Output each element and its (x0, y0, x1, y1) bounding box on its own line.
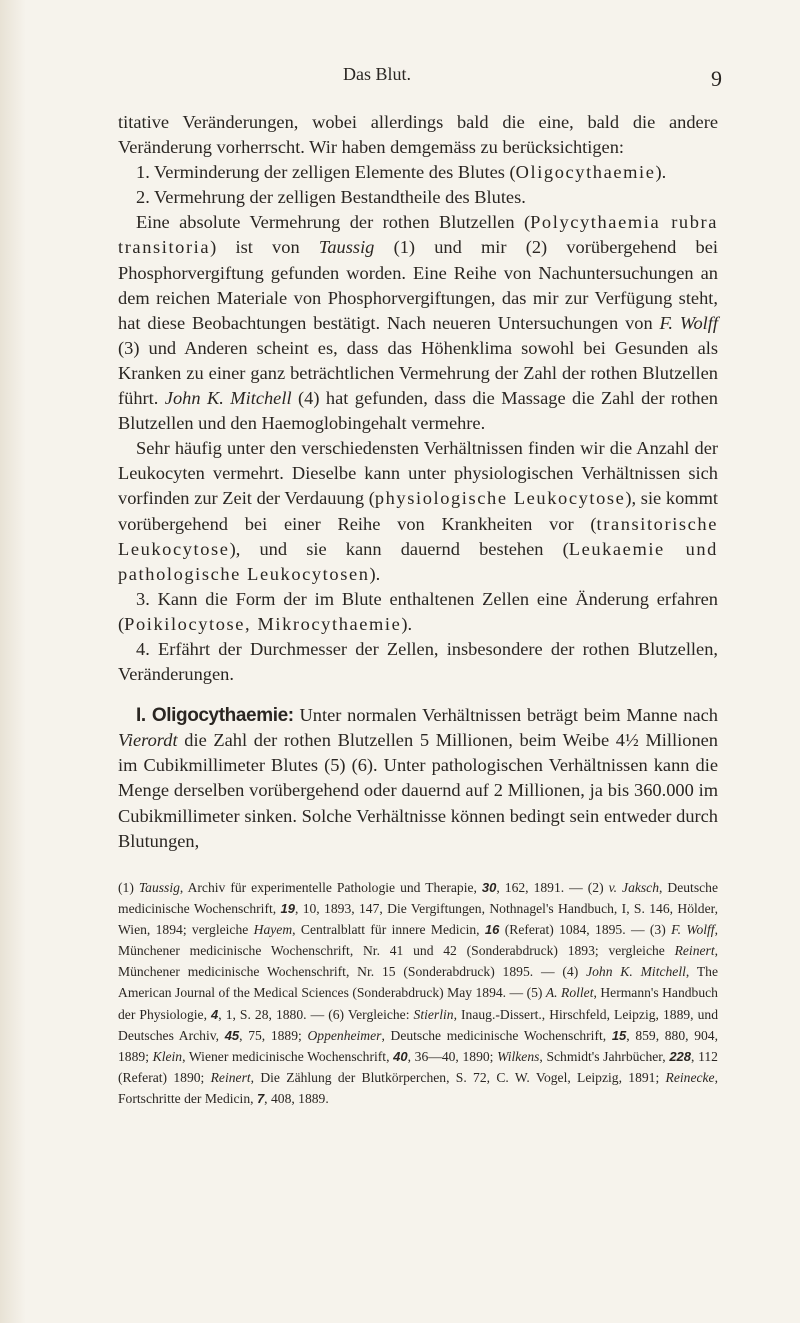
body-text (118, 110, 718, 854)
paragraph: titative Veränderungen, wobei allerdings bald die eine, bald die andere Veränderung vorherrscht. Wir haben demgemäss zu berücksichtigen: (118, 112, 718, 158)
volume-number: 7 (256, 1090, 265, 1106)
page-number: 9 (711, 66, 722, 91)
section-heading: I. Oligocythaemie: (136, 705, 294, 727)
author-name: Reinert (674, 943, 715, 959)
term: Oligocythaemie (515, 162, 656, 183)
page-gutter-shadow (0, 0, 26, 1323)
list-item: 2. Vermehrung der zelligen Bestandtheile des Blutes. (136, 187, 526, 208)
author-name: Oppenheimer (307, 1027, 382, 1043)
footnotes (118, 877, 718, 1109)
term: Leukaemie und pathologische Leukocytosen (118, 538, 718, 584)
author-name: A. Rollet (545, 985, 594, 1001)
author-name: Taussig (318, 237, 375, 258)
list-item: 1. Verminderung der zelligen Elemente des Blutes (Oligocythaemie). (136, 162, 667, 183)
author-name: v. Jaksch (608, 880, 660, 895)
term: Polycythaemia rubra transitoria (118, 212, 718, 258)
paragraph: Sehr häufig unter den verschiedensten Verhältnissen finden wir die Anzahl der Leukocyten vermehrt. Dieselbe kann unter physiologischen Verhältnissen sich vorfinden zur Zeit der Verdauung (physiologische Leukocytose), sie kommt vorübergehend bei einer Reihe von Krankheiten vor (transitorische Leukocytose), und sie kann dauernd bestehen (Leukaemie und pathologische Leukocytosen). (118, 438, 718, 584)
page-header (0, 64, 800, 92)
author-name: Hayem (253, 922, 293, 938)
author-name: John K. Mitchell (164, 388, 292, 409)
author-name: F. Wolff (659, 312, 719, 333)
author-name: Reinert (210, 1069, 251, 1085)
term: Poikilocytose, Mikrocythaemie (124, 613, 402, 634)
author-name: Vierordt (118, 730, 178, 751)
volume-number: 19 (280, 901, 295, 917)
author-name: Taussig (138, 880, 180, 895)
list-item: 3. Kann die Form der im Blute enthaltenen Zellen eine Änderung erfahren (Poikilocytose, Mikrocythaemie). (118, 588, 718, 634)
section-paragraph: I. Oligocythaemie: Unter normalen Verhältnissen beträgt beim Manne nach Vierordt die Zahl der rothen Blutzellen 5 Millionen, beim Weibe 4½ Millionen im Cubikmillimeter Blutes (5) (6). Unter pathologischen Verhältnissen kann die Menge derselben vorübergehend oder dauernd auf 2 Millionen, ja bis 360.000 im Cubikmillimeter sinken. Solche Verhältnisse können bedingt sein entweder durch Blutungen, (118, 705, 719, 851)
term: transitorische Leukocytose (118, 513, 718, 559)
author-name: Stierlin (413, 1006, 454, 1022)
volume-number: 30 (481, 880, 497, 895)
author-name: John K. Mitchell (586, 964, 686, 980)
volume-number: 15 (611, 1027, 627, 1043)
volume-number: 40 (393, 1048, 408, 1064)
volume-number: 45 (224, 1027, 240, 1043)
list-item: 4. Erfährt der Durchmesser der Zellen, insbesondere der rothen Blutzellen, Veränderungen. (118, 638, 718, 685)
volume-number: 4 (211, 1006, 219, 1022)
author-name: Reinecke (665, 1069, 715, 1085)
volume-number: 16 (484, 922, 500, 938)
volume-number: 228 (669, 1048, 692, 1064)
author-name: F. Wolff (671, 922, 715, 938)
author-name: Klein (152, 1048, 183, 1064)
term: physiologische Leukocytose (374, 488, 626, 509)
paragraph: Eine absolute Vermehrung der rothen Blutzellen (Polycythaemia rubra transitoria) ist von Taussig (1) und mir (2) vorübergehend bei Phosphorvergiftung gefunden worden. Eine Reihe von Nachuntersuchungen an dem reichen Materiale von Phosphorvergiftungen, das mir zur Verfügung steht, hat diese Beobachtungen bestätigt. Nach neueren Untersuchungen von F. Wolff (3) und Anderen scheint es, dass das Höhenklima sowohl bei Gesunden als Kranken zu einer ganz beträchtlichen Vermehrung der Zahl der rothen Blutzellen führt. John K. Mitchell (4) hat gefunden, dass die Massage die Zahl der rothen Blutzellen und den Haemoglobingehalt vermehre. (118, 212, 719, 434)
author-name: Wilkens (497, 1048, 540, 1064)
footnote-block: (1) Taussig, Archiv für experimentelle Pathologie und Therapie, 30, 162, 1891. — (2) v. Jaksch, Deutsche medicinische Wochenschrift, 19, 10, 1893, 147, Die Vergiftungen, Nothnagel's Handbuch, I, S. 146, Hölder, Wien, 1894; vergleiche Hayem, Centralblatt für innere Medicin, 16 (Referat) 1084, 1895. — (3) F. Wolff, Münchener medicinische Wochenschrift, Nr. 41 und 42 (Sonderabdruck) 1893; vergleiche Reinert, Münchener medicinische Wochenschrift, Nr. 15 (Sonderabdruck) 1895. — (4) John K. Mitchell, The American Journal of the Medical Sciences (Sonderabdruck) May 1894. — (5) A. Rollet, Hermann's Handbuch der Physiologie, 4, 1, S. 28, 1880. — (6) Vergleiche: Stierlin, Inaug.-Dissert., Hirschfeld, Leipzig, 1889, und Deutsches Archiv, 45, 75, 1889; Oppenheimer, Deutsche medicinische Wochenschrift, 15, 859, 880, 904, 1889; Klein, Wiener medicinische Wochenschrift, 40, 36—40, 1890; Wilkens, Schmidt's Jahrbücher, 228, 112 (Referat) 1890; Reinert, Die Zählung der Blutkörperchen, S. 72, C. W. Vogel, Leipzig, 1891; Reinecke, Fortschritte der Medicin, 7, 408, 1889. (118, 880, 718, 1106)
running-head: Das Blut. (343, 64, 412, 84)
